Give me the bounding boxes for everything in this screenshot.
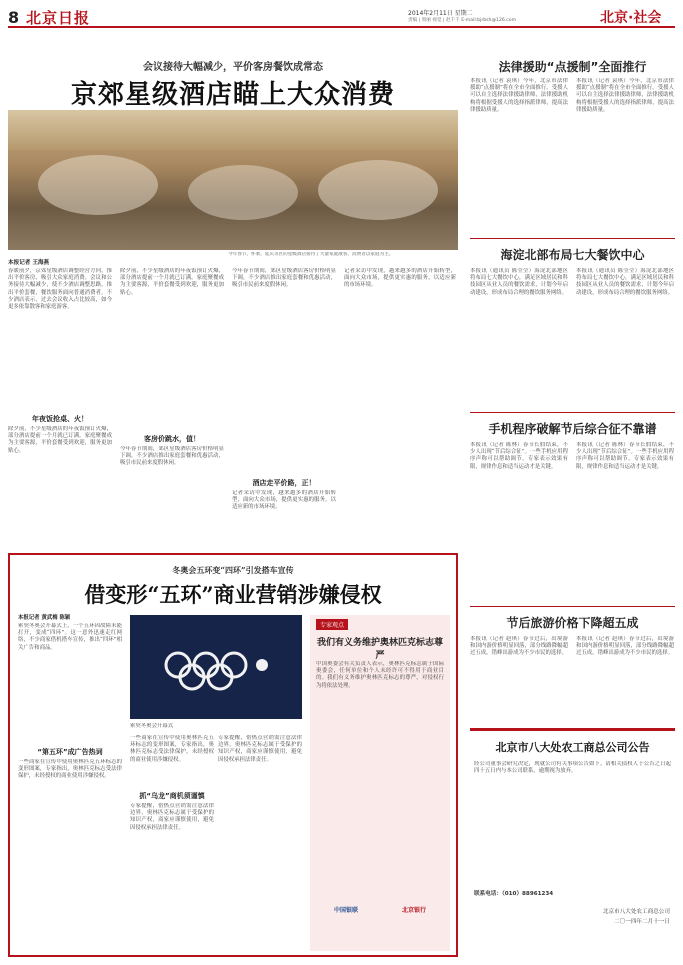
- expert-sidebar: [310, 615, 450, 951]
- feature-headline: 借变形“五环”商业营销涉嫌侵权: [84, 582, 382, 607]
- divider: [470, 606, 675, 607]
- feature-subhead-1: “第五环”成广告热词: [37, 748, 103, 756]
- haidian-body-b: 本报讯（通讯员 陈莹莹）海淀北部地区将布局七大餐饮中心，满足区域居民和科技园区从业人员的餐饮需求，计划今年启动建设，形成布局合理的餐饮服务网络。: [576, 268, 674, 296]
- travel-headline: 节后旅游价格下降超五成: [506, 616, 639, 630]
- section-name: 北京·社会: [600, 10, 662, 26]
- lead-kicker: 会议接待大幅减少，平价客房餐饮成常态: [143, 62, 323, 73]
- notice-body: 经公司董事会研究决定，现就公司有关事项公告如下。请相关债权人于公告之日起四十五日内与本公司联系，逾期视为放弃。: [474, 761, 671, 775]
- lead-paragraph-2b: 除夕前，不少星级酒店的年夜饭预订火爆，部分酒店提前一个月就已订满。家庭聚餐成为主要客源，平价套餐受到欢迎，服务更加贴心。: [120, 268, 224, 296]
- lead-body: [8, 258, 458, 548]
- feature-paragraph-1: 索契冬奥会开幕式上，一个五环因故障未能打开，变成“四环”。这一意外迅速走红网络，不少商家借机搭车宣传，推出“四环”相关广告和商品。: [18, 623, 122, 651]
- feature-paragraph-2b: 一些商家在宣传中使用奥林匹克五环标志的变形图案，专家指出，奥林匹克标志受法律保护，未经授权的商业使用涉嫌侵权。: [130, 735, 214, 763]
- banquet-photo: [8, 110, 458, 250]
- lead-paragraph-3b: 今年春节期间，郊区星级酒店客房价格明显下调，不少酒店推出家庭套餐和优惠活动，吸引市民前来度假休闲。: [232, 268, 336, 289]
- lead-paragraph-4: 记者采访中发现，越来越多的酒店开始转型，面向大众市场，提供更实惠的服务，以适应新的市场环境。: [232, 490, 336, 511]
- feature-paragraph-3b: 专家提醒，借热点营销需注意法律边界，奥林匹克标志属于受保护的知识产权，商家应谨慎使用，避免因侵权承担法律责任。: [218, 735, 302, 763]
- notice-signer: 北京市八大处农工商总公司: [602, 909, 670, 915]
- four-rings-icon: [130, 615, 302, 719]
- newspaper-logo: 北京日报: [26, 9, 91, 27]
- page-header: [8, 6, 675, 28]
- lead-paragraph-3: 今年春节期间，郊区星级酒店客房价格明显下调，不少酒店推出家庭套餐和优惠活动，吸引市民前来度假休闲。: [120, 446, 224, 467]
- travel-body-a: 本报讯（记者 赵琪）春节过后，出境游和国内游价格明显回落，部分线路降幅超过五成，错峰出游成为不少市民的选择。: [470, 636, 568, 657]
- feature-byline: 本报记者 黄武梅 陈颖: [18, 615, 71, 621]
- olympic-rings-photo: [130, 615, 302, 719]
- company-notice: [470, 728, 675, 957]
- feature-box: [8, 553, 458, 957]
- lead-article: [8, 40, 458, 257]
- expert-title: 我们有义务维护奥林匹克标志尊严: [316, 638, 443, 661]
- feature-subhead-2: 抓“乌龙”商机须谨慎: [139, 792, 205, 800]
- logo-right: 北京银行: [401, 907, 426, 914]
- photo-label: 索契冬奥会开幕式: [130, 723, 174, 729]
- lead-subhead-1: 年夜饭抢桌、火！: [32, 415, 88, 423]
- photo-caption: 今年春节，怀柔、延庆等区的星级酒店接待了大量家庭散客，消费者以家庭为主。: [228, 252, 394, 257]
- editor-meta: 责编 | 周丽 视觉 | 赵千千 E-mail:bjrbsh@126.com: [408, 18, 517, 23]
- feature-paragraph-2: 一些商家在宣传中使用奥林匹克五环标志的变形图案，专家指出，奥林匹克标志受法律保护，未经授权的商业使用涉嫌侵权。: [18, 759, 122, 780]
- legal-aid-body-b: 本报讯（记者 袁琪）今年，北京市法律援助“点援制”将在全市全面推行。受援人可以自主选择法律援助律师，法律援助机构将根据受援人的选择指派律师，提高法律援助质量。: [576, 78, 674, 113]
- lead-paragraph-4b: 记者采访中发现，越来越多的酒店开始转型，面向大众市场，提供更实惠的服务，以适应新的市场环境。: [344, 268, 456, 289]
- right-column: [470, 40, 675, 957]
- divider: [470, 412, 675, 413]
- lead-paragraph-1: 春暖前夕，京郊星级酒店调整经营方向，推出平价客房，吸引大众家庭消费。会议和公务接待大幅减少，使不少酒店调整思路，推出平价套餐，餐饮服务面向普通消费者。不少酒店表示，过去会议收入占比较高，如今更多依靠散客和家庭游客。: [8, 268, 112, 311]
- expert-tag: 专家观点: [316, 619, 348, 630]
- app-body-a: 本报讯（记者 陈林）春节长假结束，不少人出现“节后综合征”。一些手机应用程序声称可以帮助调节，专家表示效果有限，规律作息和适当运动才是关键。: [470, 442, 568, 470]
- lead-byline: 本报记者 王海燕: [8, 260, 50, 266]
- haidian-body-a: 本报讯（通讯员 陈莹莹）海淀北部地区将布局七大餐饮中心，满足区域居民和科技园区从业人员的餐饮需求，计划今年启动建设，形成布局合理的餐饮服务网络。: [470, 268, 568, 296]
- issue-date: 2014年2月11日 星期二: [408, 10, 473, 17]
- feature-kicker: 冬奥会五环变“四环”引发搭车宣传: [172, 565, 294, 575]
- expert-body: 中国奥委会有关负责人表示，奥林匹克标志属于国际奥委会，任何单位和个人未经许可不得用于商业目的。我们有义务维护奥林匹克标志的尊严，对侵权行为将依法处理。: [316, 661, 444, 689]
- travel-body-b: 本报讯（记者 赵琪）春节过后，出境游和国内游价格明显回落，部分线路降幅超过五成，错峰出游成为不少市民的选择。: [576, 636, 674, 657]
- legal-aid-body-a: 本报讯（记者 袁琪）今年，北京市法律援助“点援制”将在全市全面推行。受援人可以自主选择法律援助律师，法律援助机构将根据受援人的选择指派律师，提高法律援助质量。: [470, 78, 568, 113]
- haidian-headline: 海淀北部布局七大餐饮中心: [500, 248, 645, 262]
- lead-subhead-2: 客房价跳水，值！: [144, 435, 200, 443]
- logo-left: 中国银联: [333, 907, 358, 914]
- lead-paragraph-2: 除夕前，不少星级酒店的年夜饭预订火爆，部分酒店提前一个月就已订满。家庭聚餐成为主要客源，平价套餐受到欢迎，服务更加贴心。: [8, 426, 112, 454]
- app-headline: 手机程序破解节后综合征不靠谱: [488, 422, 657, 436]
- lead-subhead-3: 酒店走平价路，正！: [252, 479, 316, 487]
- notice-contact: 联系电话：（010）88961234: [474, 891, 554, 897]
- legal-aid-headline: 法律援助“点援制”全面推行: [498, 60, 647, 74]
- notice-title: 北京市八大处农工商总公司公告: [495, 741, 650, 754]
- divider: [470, 238, 675, 239]
- notice-date: 二〇一四年二月十一日: [614, 919, 670, 925]
- lead-headline: 京郊星级酒店瞄上大众消费: [70, 80, 395, 110]
- app-body-b: 本报讯（记者 陈林）春节长假结束，不少人出现“节后综合征”。一些手机应用程序声称可以帮助调节，专家表示效果有限，规律作息和适当运动才是关键。: [576, 442, 674, 470]
- page-number: 8: [8, 8, 20, 27]
- feature-paragraph-3: 专家提醒，借热点营销需注意法律边界，奥林匹克标志属于受保护的知识产权，商家应谨慎使用，避免因侵权承担法律责任。: [130, 803, 214, 831]
